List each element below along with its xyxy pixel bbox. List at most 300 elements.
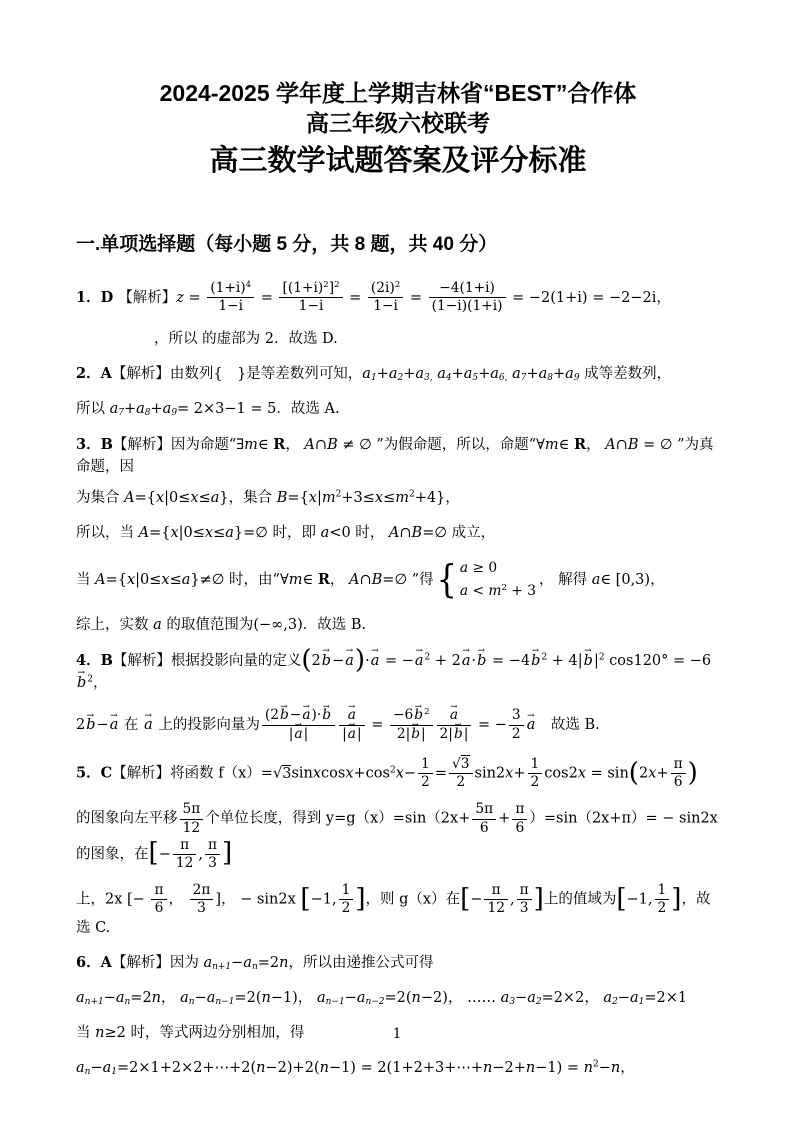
math-variable: x — [312, 765, 322, 782]
math-text: ∈ — [257, 436, 274, 453]
denominator — [390, 726, 433, 743]
subscript: 2 — [612, 997, 618, 1008]
denominator: 1−i — [373, 298, 398, 315]
fraction — [484, 882, 508, 917]
denominator: 2 — [530, 774, 540, 791]
question-6-line-2 — [76, 988, 720, 1010]
math-text: |0≤ — [164, 490, 191, 507]
text: 【解析】根据投影向量的定义 — [112, 652, 302, 669]
math-text: +3≤ — [341, 490, 375, 507]
math-text: ≥ 0 — [468, 559, 498, 576]
math-variable: n — [583, 1059, 593, 1076]
text: 时，等式两边分别相加，得 — [130, 1024, 305, 1041]
math-text: }=∅ — [233, 525, 273, 542]
denominator: 1−i — [298, 298, 324, 315]
math-text: + — [376, 366, 389, 383]
subscript: n+1 — [84, 997, 104, 1008]
bold-text: 5．C — [76, 764, 113, 782]
math-variable: B — [627, 436, 639, 453]
question-2-line-2 — [76, 399, 720, 421]
math-text: −2) — [420, 990, 448, 1007]
math-variable: m — [288, 571, 303, 588]
math-variable: a — [500, 990, 510, 1007]
math-variable: a — [603, 990, 613, 1007]
subscript: 1 — [370, 373, 377, 384]
math-text: = — [260, 765, 273, 782]
subscript: 3, — [424, 373, 433, 384]
fraction — [437, 707, 472, 742]
numerator: 1 — [655, 882, 670, 900]
math-text: <0 — [329, 525, 356, 542]
subscript: 6, — [498, 373, 508, 384]
math-text: − — [515, 990, 528, 1007]
fraction — [368, 280, 403, 316]
question-2-block — [76, 363, 720, 421]
vector-variable: b → — [454, 726, 463, 743]
math-text: −6 — [392, 707, 414, 724]
math-variable: a — [490, 366, 499, 383]
denominator: 3 — [197, 900, 206, 917]
question-3-block — [76, 434, 720, 637]
math-variable: n — [151, 990, 162, 1007]
math-variable: x — [204, 525, 214, 542]
math-text: 2| — [396, 725, 411, 742]
denominator — [339, 726, 365, 743]
math-text: = — [256, 289, 278, 306]
math-variable: x — [374, 490, 384, 507]
math-text: = — [434, 765, 447, 782]
math-text: + — [526, 366, 539, 383]
superscript: 2 — [394, 279, 401, 290]
math-text: ={ — [149, 525, 171, 542]
math-text: , — [198, 846, 203, 863]
text: 的图象向左平移 — [76, 811, 178, 828]
superscript: 4 — [245, 279, 252, 290]
bold-text: 6．A — [76, 954, 112, 972]
math-text: = − — [380, 652, 414, 669]
bold-text: 1．D — [76, 288, 119, 306]
math-text: (2 — [264, 707, 279, 724]
denominator: 1−i — [218, 298, 244, 315]
subscript: 1 — [638, 997, 645, 1008]
math-variable: a — [629, 990, 639, 1007]
fraction — [472, 801, 496, 836]
numerator: 3 — [509, 707, 524, 725]
vector-variable: a → — [371, 651, 380, 673]
fraction — [671, 756, 686, 791]
question-6-line-4 — [76, 1058, 720, 1080]
subscript: n+1 — [212, 962, 232, 973]
math-variable: a — [527, 990, 536, 1007]
question-3-line-3 — [76, 523, 720, 545]
denominator: (1−i)(1+i) — [431, 298, 503, 315]
text: ，所以 的虚部为 2．故选 D. — [154, 330, 338, 347]
math-text: = −2(1+i) = −2−2i — [507, 289, 657, 306]
text: 当 — [76, 571, 96, 588]
numerator: −4(1+i) — [429, 280, 506, 298]
superscript: 2 — [541, 652, 548, 663]
math-variable: m — [321, 490, 336, 507]
math-variable: A — [138, 525, 150, 542]
math-text: (−∞,3) — [253, 617, 303, 634]
math-variable: x — [308, 490, 317, 507]
fraction — [262, 707, 335, 742]
math-text: ≤ — [213, 525, 226, 542]
math-text: ∈ [0,3) — [600, 571, 651, 588]
text: ， — [650, 571, 665, 588]
numerator: π — [517, 882, 532, 900]
text: ， — [168, 891, 188, 908]
math-text: =2×1 — [644, 990, 688, 1007]
math-text: ∩ — [359, 571, 372, 588]
math-text: − — [617, 990, 630, 1007]
math-text: + 3 — [506, 583, 536, 600]
math-text: ={ — [134, 490, 156, 507]
vector-variable: a → — [294, 726, 302, 743]
math-text: ≥2 — [104, 1024, 131, 1041]
math-variable: a — [162, 401, 172, 418]
text: ”得 — [411, 571, 434, 588]
math-variable: a — [459, 583, 469, 600]
text: 为集合 — [76, 490, 125, 507]
bold-text: R — [574, 435, 587, 453]
math-variable: x — [395, 765, 404, 782]
math-text: −2)+2( — [265, 1059, 320, 1076]
numerator: π — [671, 756, 686, 774]
math-variable: B — [371, 571, 383, 588]
math-text: =2 — [257, 955, 280, 972]
text: ，故选 C. — [76, 891, 711, 936]
question-3-line-1 — [76, 434, 720, 479]
math-text: − — [194, 990, 207, 1007]
text: 所以 — [76, 401, 110, 418]
subscript: 8 — [144, 408, 151, 419]
math-variable: a — [362, 366, 371, 383]
text: ， — [329, 571, 349, 588]
math-text: · — [365, 652, 370, 669]
math-variable: x — [190, 490, 199, 507]
math-variable: n — [256, 1059, 266, 1076]
fraction — [517, 882, 532, 917]
math-text: ] — [328, 280, 335, 297]
denominator: 12 — [487, 900, 505, 917]
fraction — [279, 280, 342, 316]
cases-system — [437, 558, 536, 602]
vector-variable: b → — [584, 651, 593, 673]
numerator: π — [173, 837, 197, 855]
math-text: = − — [473, 717, 507, 734]
math-variable: n — [411, 990, 421, 1007]
vector-variable: b → — [322, 707, 331, 724]
numerator: π — [151, 882, 166, 900]
math-text: (2i) — [370, 280, 395, 297]
math-variable: a — [415, 366, 425, 383]
text: 成等差数列， — [579, 366, 672, 383]
math-text: |0≤ — [178, 525, 205, 542]
math-variable: a — [388, 366, 398, 383]
math-variable: n — [95, 1024, 105, 1041]
text: ，集合 — [228, 490, 277, 507]
denominator — [437, 726, 472, 743]
math-text: } — [219, 490, 229, 507]
text: ， — [445, 490, 460, 507]
math-text: + — [498, 811, 511, 828]
math-text: = ∅ — [638, 436, 678, 453]
math-variable: A — [95, 571, 106, 588]
fraction — [180, 801, 204, 836]
text: 在 — [119, 717, 144, 734]
superscript: 2 — [592, 1059, 599, 1070]
text: 时， — [355, 525, 389, 542]
math-variable: a — [437, 366, 446, 383]
math-text: ∩ — [615, 436, 628, 453]
math-text: | — [303, 725, 309, 742]
numerator — [368, 280, 403, 298]
denominator: 12 — [175, 855, 194, 871]
subscript: n — [84, 1066, 91, 1077]
math-text: ∈ — [302, 571, 318, 588]
denominator: 2 — [511, 725, 521, 742]
math-variable: a — [463, 366, 473, 383]
fraction — [190, 882, 214, 917]
math-text: = 2×3−1 = 5 — [177, 401, 277, 418]
bold-text: R — [317, 570, 330, 588]
vector-variable: a → — [450, 707, 458, 724]
math-text: ≤ — [169, 571, 182, 588]
denominator: 6 — [673, 774, 683, 791]
math-text: [(1+i) — [282, 280, 324, 297]
subscript: 7 — [520, 373, 527, 384]
math-variable: a — [225, 525, 234, 542]
math-text: + — [478, 366, 491, 383]
math-text: −1, — [626, 891, 653, 908]
math-text: − — [598, 1059, 611, 1076]
math-text: ≠ ∅ — [337, 436, 377, 453]
superscript: 2 — [87, 674, 94, 685]
math-text: =2×1+2×2+⋯+2( — [116, 1059, 257, 1076]
denominator: 2 — [456, 774, 466, 791]
math-text: =2 — [130, 990, 152, 1007]
math-text: ∈ — [558, 436, 575, 453]
fraction — [418, 756, 433, 791]
text: 的取值范围为 — [161, 617, 254, 634]
question-5-line-1: 5．C【解析】将函数 $f(x)=√3sinxcosx+\cos^2x-$ $\frac{1}{2}$ = $\frac{√3}{2}$ sin2x+ $\frac{1}{2}$ cos2x = sin(2x+ $\frac{\pi}{6}$ ) — [76, 755, 698, 791]
numerator: 5π — [472, 801, 496, 819]
math-variable: A — [349, 571, 360, 588]
vector-variable: b → — [531, 651, 540, 673]
math-variable: a — [206, 990, 216, 1007]
vector-variable: a → — [348, 726, 356, 743]
text: 【解析】由数列{ }是等差数列可知， — [111, 366, 363, 383]
math-variable: x — [648, 765, 657, 782]
math-text: ={ — [287, 490, 309, 507]
math-text: + — [513, 765, 526, 782]
math-variable: x — [345, 765, 354, 782]
numerator: 5π — [180, 801, 204, 819]
question-2-line-1 — [76, 363, 720, 386]
text: 成立， — [451, 525, 496, 542]
math-text: ∀ — [536, 436, 545, 453]
fraction — [339, 707, 365, 742]
question-5-line-2: 的图象向左平移 $\frac{5\pi}{12}$ 个单位长度，得到 y=g（x）=sin（2x+ $\frac{5\pi}{6}$ + $\frac{\pi}{6}$ ）=sin（2x+π）= − sin2x 的图象，在[− $\frac{\pi}{12}$ , $\frac{\pi}{3}$ ] — [76, 801, 718, 871]
question-5-block — [76, 756, 720, 940]
denominator: 3 — [519, 900, 529, 917]
fraction — [207, 280, 254, 316]
math-variable: x — [170, 525, 179, 542]
subscript: n — [124, 997, 131, 1008]
subscript: 4 — [445, 373, 452, 384]
subscript: 7 — [118, 408, 124, 419]
fraction — [655, 882, 670, 917]
text: 时，即 — [272, 525, 321, 542]
text: ， — [93, 674, 108, 691]
text: ”为真命题，因 — [76, 436, 714, 475]
math-text: sin — [291, 765, 313, 782]
text: 当 — [76, 1024, 96, 1041]
math-variable: m — [395, 490, 409, 507]
math-text: 2 — [76, 717, 86, 734]
math-text: + — [656, 765, 669, 782]
text: 时，由“ — [229, 571, 280, 588]
math-text: 2| — [439, 725, 453, 742]
math-text: +cos — [353, 765, 390, 782]
vector-variable: a → — [462, 651, 471, 673]
math-variable: m — [244, 436, 258, 453]
math-variable: a — [210, 490, 220, 507]
fraction — [151, 882, 166, 917]
superscript: 2 — [598, 652, 605, 663]
text: ，则 g（x）在 — [365, 891, 461, 908]
math-text: | — [288, 725, 294, 742]
math-text: | — [316, 490, 322, 507]
numerator: 2π — [190, 882, 214, 900]
math-text: }≠∅ — [190, 571, 230, 588]
math-text: =2( — [384, 990, 412, 1007]
radical-sign: √ — [272, 765, 283, 782]
vector-variable: a → — [527, 715, 536, 737]
math-variable: a — [243, 955, 252, 972]
fraction — [512, 801, 527, 836]
fraction — [390, 707, 433, 743]
vector-variable: b → — [477, 651, 486, 673]
math-text: |0≤ — [135, 571, 162, 588]
math-text: −1) = 2(1+2+3+⋯+ — [328, 1059, 483, 1076]
text: ， — [620, 1059, 635, 1076]
vector-variable: a → — [110, 715, 119, 737]
superscript: 2 — [424, 707, 430, 718]
math-variable: x — [155, 490, 165, 507]
math-text: ≤ — [383, 490, 396, 507]
math-text: + — [150, 401, 163, 418]
fraction — [339, 882, 354, 917]
math-variable: A — [304, 436, 315, 453]
math-text: ∃ — [236, 436, 245, 453]
subscript: n−2 — [365, 997, 385, 1008]
text: 综上，实数 — [76, 617, 154, 634]
numerator: 1 — [528, 756, 543, 774]
math-variable: B — [411, 525, 423, 542]
subscript: 3 — [509, 997, 516, 1008]
math-text: < — [468, 583, 489, 600]
math-variable: n — [261, 990, 271, 1007]
superscript: 2 — [424, 652, 431, 663]
text: 【解析】因为 — [111, 955, 204, 972]
denominator: 2 — [657, 900, 667, 917]
math-text: | — [463, 725, 469, 742]
math-variable: a — [76, 990, 85, 1007]
math-variable: a — [538, 366, 548, 383]
math-text: cos2 — [544, 765, 578, 782]
denominator: 6 — [515, 819, 525, 836]
math-variable: a — [565, 366, 574, 383]
text: ， …… — [447, 990, 501, 1007]
denominator: 12 — [182, 819, 201, 836]
text: 【解析】 — [118, 289, 177, 306]
fraction — [449, 756, 473, 791]
subscript: 2 — [535, 997, 542, 1008]
subscript: n−1 — [325, 997, 345, 1008]
math-text: − — [403, 765, 417, 782]
math-variable: B — [327, 436, 338, 453]
fraction — [205, 837, 220, 872]
math-text: − — [96, 717, 109, 734]
math-text: + 4| — [547, 652, 583, 669]
vector-variable: a → — [348, 707, 356, 724]
text: 上，2x [− — [76, 891, 150, 908]
math-text: | — [593, 652, 599, 669]
math-variable: m — [544, 436, 559, 453]
subscript: 1 — [111, 1066, 117, 1077]
fraction — [429, 280, 506, 315]
math-variable: a — [316, 990, 326, 1007]
question-1-block — [76, 280, 720, 350]
math-text: =∅ — [382, 571, 412, 588]
math-variable: B — [276, 490, 288, 507]
math-variable: a — [356, 990, 366, 1007]
question-4-line-2 — [76, 707, 720, 743]
math-text: − — [289, 707, 302, 724]
math-text: = −4 — [487, 652, 531, 669]
numerator: 1 — [418, 756, 433, 774]
numerator: 1 — [339, 882, 354, 900]
math-variable: a — [181, 571, 191, 588]
math-text: (1+i) — [210, 280, 246, 297]
math-text: −2+ — [492, 1059, 526, 1076]
vector-variable: a → — [302, 707, 310, 724]
math-text: )· — [311, 707, 322, 724]
numerator — [449, 756, 473, 774]
math-variable: n — [610, 1059, 621, 1076]
case-row — [460, 558, 536, 579]
math-variable: a — [320, 525, 330, 542]
math-variable: m — [488, 583, 502, 600]
math-text: =2( — [234, 990, 262, 1007]
question-3-line-2 — [76, 488, 720, 510]
subscript: 8 — [547, 373, 554, 384]
vector-variable: b → — [280, 707, 289, 724]
superscript: 2 — [323, 279, 329, 290]
text: ， 解得 — [538, 571, 592, 588]
subscript: 5 — [472, 373, 479, 384]
radical-sign: √ — [451, 755, 461, 772]
text: ， — [586, 436, 606, 453]
math-text: cos — [321, 765, 346, 782]
math-text: | — [342, 725, 347, 742]
math-text: = — [366, 717, 388, 734]
question-4-line-1: 4．B【解析】根据投影向量的定义(2b →−a →)·a → = −a →$^2$ + 2a →·b → = $-4b \to^2 + 4|b \to|^2$ cos120° = −6b →$^2$， — [76, 650, 720, 695]
math-text: , — [509, 891, 515, 908]
vector-variable: b → — [86, 715, 95, 737]
